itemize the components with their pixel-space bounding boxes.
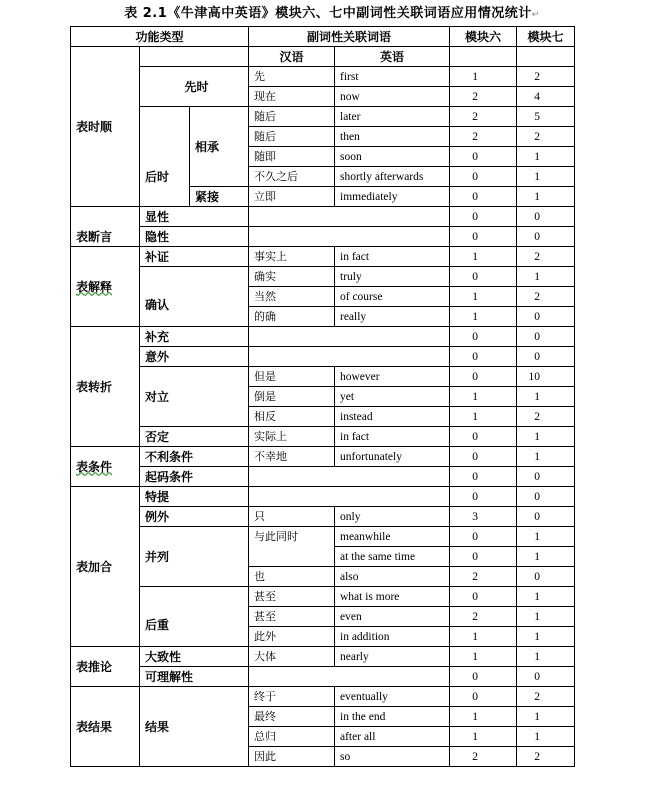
chinese-cell: 现在 bbox=[249, 87, 335, 107]
module7-cell: 1 bbox=[517, 147, 575, 167]
english-cell: in fact bbox=[335, 427, 450, 447]
category-cell: 表断言 bbox=[71, 207, 140, 247]
empty-cell bbox=[140, 47, 249, 67]
subcategory-cell: 并列 bbox=[140, 527, 249, 587]
connectives-statistics-table bbox=[70, 26, 575, 767]
table-row bbox=[71, 487, 575, 507]
category-label: 表条件 bbox=[76, 459, 113, 474]
empty-cell bbox=[517, 47, 575, 67]
chinese-cell: 实际上 bbox=[249, 427, 335, 447]
subcategory-cell: 紧接 bbox=[190, 187, 249, 207]
module7-cell: 1 bbox=[517, 647, 575, 667]
table-row bbox=[71, 667, 575, 687]
module6-cell: 0 bbox=[450, 467, 517, 487]
english-cell: at the same time bbox=[335, 547, 450, 567]
module7-cell: 1 bbox=[517, 547, 575, 567]
module6-cell: 2 bbox=[450, 87, 517, 107]
english-cell: in fact bbox=[335, 247, 450, 267]
english-cell: however bbox=[335, 367, 450, 387]
chinese-cell: 相反 bbox=[249, 407, 335, 427]
subcategory-cell: 隐性 bbox=[140, 227, 249, 247]
module6-cell: 0 bbox=[450, 207, 517, 227]
table-row bbox=[71, 267, 575, 287]
subcategory-cell: 意外 bbox=[140, 347, 249, 367]
module7-cell: 0 bbox=[517, 227, 575, 247]
module6-cell: 1 bbox=[450, 707, 517, 727]
subcategory-cell: 特提 bbox=[140, 487, 249, 507]
module7-cell: 1 bbox=[517, 707, 575, 727]
module6-cell: 1 bbox=[450, 287, 517, 307]
module6-cell: 0 bbox=[450, 427, 517, 447]
table-row bbox=[71, 527, 575, 547]
module7-cell: 1 bbox=[517, 587, 575, 607]
header-module7: 模块七 bbox=[517, 27, 575, 47]
module6-cell: 1 bbox=[450, 247, 517, 267]
table-row bbox=[71, 467, 575, 487]
table-row bbox=[71, 587, 575, 607]
module6-cell: 0 bbox=[450, 487, 517, 507]
table-row bbox=[71, 347, 575, 367]
category-cell bbox=[71, 247, 140, 327]
chinese-cell: 确实 bbox=[249, 267, 335, 287]
chinese-cell: 随后 bbox=[249, 107, 335, 127]
module7-cell: 0 bbox=[517, 347, 575, 367]
module7-cell: 0 bbox=[517, 487, 575, 507]
subcategory-cell: 补证 bbox=[140, 247, 249, 267]
category-cell: 表转折 bbox=[71, 327, 140, 447]
subcategory-cell: 补充 bbox=[140, 327, 249, 347]
empty-cell bbox=[249, 487, 450, 507]
subcategory-cell: 显性 bbox=[140, 207, 249, 227]
table-row bbox=[71, 327, 575, 347]
english-cell: only bbox=[335, 507, 450, 527]
subcategory-cell: 不利条件 bbox=[140, 447, 249, 467]
module6-cell: 0 bbox=[450, 587, 517, 607]
module6-cell: 0 bbox=[450, 367, 517, 387]
module7-cell: 0 bbox=[517, 467, 575, 487]
table-row bbox=[71, 427, 575, 447]
chinese-cell: 先 bbox=[249, 67, 335, 87]
module7-cell: 1 bbox=[517, 167, 575, 187]
english-cell: soon bbox=[335, 147, 450, 167]
empty-cell bbox=[249, 227, 450, 247]
english-cell: eventually bbox=[335, 687, 450, 707]
module6-cell: 3 bbox=[450, 507, 517, 527]
module6-cell: 0 bbox=[450, 187, 517, 207]
english-cell: first bbox=[335, 67, 450, 87]
subcategory-cell: 先时 bbox=[140, 67, 249, 107]
chinese-cell: 倒是 bbox=[249, 387, 335, 407]
english-cell: later bbox=[335, 107, 450, 127]
module6-cell: 1 bbox=[450, 647, 517, 667]
subcategory-cell: 后重 bbox=[140, 587, 249, 647]
header-function-type: 功能类型 bbox=[71, 27, 249, 47]
module7-cell: 1 bbox=[517, 727, 575, 747]
category-cell: 表加合 bbox=[71, 487, 140, 647]
module7-cell: 0 bbox=[517, 307, 575, 327]
subcategory-cell: 例外 bbox=[140, 507, 249, 527]
module7-cell: 0 bbox=[517, 507, 575, 527]
module7-cell: 1 bbox=[517, 527, 575, 547]
empty-cell bbox=[450, 47, 517, 67]
english-cell: nearly bbox=[335, 647, 450, 667]
module7-cell: 1 bbox=[517, 187, 575, 207]
empty-cell bbox=[249, 667, 450, 687]
subcategory-cell: 起码条件 bbox=[140, 467, 249, 487]
chinese-cell: 但是 bbox=[249, 367, 335, 387]
module7-cell: 10 bbox=[517, 367, 575, 387]
english-cell: really bbox=[335, 307, 450, 327]
chinese-cell: 事实上 bbox=[249, 247, 335, 267]
table-row bbox=[71, 447, 575, 467]
table-row bbox=[71, 107, 575, 127]
subcategory-cell: 结果 bbox=[140, 687, 249, 767]
module7-cell: 2 bbox=[517, 407, 575, 427]
table-row bbox=[71, 207, 575, 227]
english-cell: of course bbox=[335, 287, 450, 307]
module7-cell: 2 bbox=[517, 287, 575, 307]
chinese-cell: 最终 bbox=[249, 707, 335, 727]
chinese-cell: 因此 bbox=[249, 747, 335, 767]
category-cell: 表推论 bbox=[71, 647, 140, 687]
table-row bbox=[71, 247, 575, 267]
empty-cell bbox=[249, 207, 450, 227]
category-cell: 表结果 bbox=[71, 687, 140, 767]
english-cell: meanwhile bbox=[335, 527, 450, 547]
module6-cell: 0 bbox=[450, 147, 517, 167]
english-cell: now bbox=[335, 87, 450, 107]
module6-cell: 0 bbox=[450, 227, 517, 247]
chinese-cell: 立即 bbox=[249, 187, 335, 207]
table-row bbox=[71, 47, 575, 67]
subcategory-cell: 后时 bbox=[140, 107, 190, 207]
module7-cell: 1 bbox=[517, 607, 575, 627]
table-row bbox=[71, 67, 575, 87]
chinese-cell: 的确 bbox=[249, 307, 335, 327]
chinese-cell: 不久之后 bbox=[249, 167, 335, 187]
module6-cell: 0 bbox=[450, 667, 517, 687]
english-cell: yet bbox=[335, 387, 450, 407]
chinese-cell: 随即 bbox=[249, 147, 335, 167]
chinese-cell: 大体 bbox=[249, 647, 335, 667]
chinese-cell: 随后 bbox=[249, 127, 335, 147]
subcategory-cell: 否定 bbox=[140, 427, 249, 447]
module6-cell: 1 bbox=[450, 67, 517, 87]
module7-cell: 1 bbox=[517, 267, 575, 287]
english-cell: unfortunately bbox=[335, 447, 450, 467]
table-row bbox=[71, 507, 575, 527]
subcategory-cell: 可理解性 bbox=[140, 667, 249, 687]
category-cell bbox=[71, 447, 140, 487]
module6-cell: 1 bbox=[450, 387, 517, 407]
subcategory-cell: 对立 bbox=[140, 367, 249, 427]
module7-cell: 1 bbox=[517, 387, 575, 407]
module6-cell: 2 bbox=[450, 567, 517, 587]
empty-cell bbox=[249, 467, 450, 487]
empty-cell bbox=[249, 327, 450, 347]
english-cell: what is more bbox=[335, 587, 450, 607]
chinese-cell: 不幸地 bbox=[249, 447, 335, 467]
english-cell: instead bbox=[335, 407, 450, 427]
module6-cell: 0 bbox=[450, 167, 517, 187]
module7-cell: 0 bbox=[517, 667, 575, 687]
module6-cell: 1 bbox=[450, 727, 517, 747]
module7-cell: 4 bbox=[517, 87, 575, 107]
english-cell: after all bbox=[335, 727, 450, 747]
module7-cell: 2 bbox=[517, 127, 575, 147]
header-row bbox=[71, 27, 575, 47]
english-cell: then bbox=[335, 127, 450, 147]
module6-cell: 2 bbox=[450, 747, 517, 767]
module7-cell: 0 bbox=[517, 327, 575, 347]
module7-cell: 5 bbox=[517, 107, 575, 127]
module7-cell: 2 bbox=[517, 247, 575, 267]
module6-cell: 0 bbox=[450, 547, 517, 567]
table-row bbox=[71, 227, 575, 247]
module6-cell: 2 bbox=[450, 107, 517, 127]
english-cell: also bbox=[335, 567, 450, 587]
chinese-cell: 当然 bbox=[249, 287, 335, 307]
table-row bbox=[71, 687, 575, 707]
chinese-cell: 甚至 bbox=[249, 587, 335, 607]
module6-cell: 2 bbox=[450, 607, 517, 627]
chinese-cell: 与此同时 bbox=[249, 527, 335, 567]
module6-cell: 1 bbox=[450, 407, 517, 427]
subcategory-cell: 大致性 bbox=[140, 647, 249, 667]
subcategory-cell: 相承 bbox=[190, 107, 249, 187]
module6-cell: 0 bbox=[450, 327, 517, 347]
chinese-cell: 只 bbox=[249, 507, 335, 527]
module6-cell: 1 bbox=[450, 627, 517, 647]
table-row bbox=[71, 367, 575, 387]
module6-cell: 2 bbox=[450, 127, 517, 147]
english-cell: so bbox=[335, 747, 450, 767]
header-chinese: 汉语 bbox=[249, 47, 335, 67]
module7-cell: 2 bbox=[517, 747, 575, 767]
table-title: 表 2.1《牛津高中英语》模块六、七中副词性关联词语应用情况统计↵ bbox=[124, 6, 540, 21]
header-module6: 模块六 bbox=[450, 27, 517, 47]
chinese-cell: 也 bbox=[249, 567, 335, 587]
chinese-cell: 甚至 bbox=[249, 607, 335, 627]
english-cell: even bbox=[335, 607, 450, 627]
module6-cell: 0 bbox=[450, 347, 517, 367]
module7-cell: 0 bbox=[517, 207, 575, 227]
chinese-cell: 终于 bbox=[249, 687, 335, 707]
module7-cell: 1 bbox=[517, 627, 575, 647]
module6-cell: 0 bbox=[450, 527, 517, 547]
english-cell: truly bbox=[335, 267, 450, 287]
empty-cell bbox=[249, 347, 450, 367]
module7-cell: 1 bbox=[517, 427, 575, 447]
header-adverbial-connectives: 副词性关联词语 bbox=[249, 27, 450, 47]
module7-cell: 0 bbox=[517, 567, 575, 587]
table-row bbox=[71, 647, 575, 667]
chinese-cell: 此外 bbox=[249, 627, 335, 647]
category-cell: 表时顺 bbox=[71, 47, 140, 207]
module7-cell: 2 bbox=[517, 687, 575, 707]
english-cell: in the end bbox=[335, 707, 450, 727]
subcategory-cell: 确认 bbox=[140, 267, 249, 327]
module6-cell: 0 bbox=[450, 447, 517, 467]
module6-cell: 0 bbox=[450, 267, 517, 287]
english-cell: shortly afterwards bbox=[335, 167, 450, 187]
category-label: 表解释 bbox=[76, 279, 113, 294]
module7-cell: 2 bbox=[517, 67, 575, 87]
module7-cell: 1 bbox=[517, 447, 575, 467]
chinese-cell: 总归 bbox=[249, 727, 335, 747]
english-cell: immediately bbox=[335, 187, 450, 207]
module6-cell: 1 bbox=[450, 307, 517, 327]
module6-cell: 0 bbox=[450, 687, 517, 707]
header-english: 英语 bbox=[335, 47, 450, 67]
english-cell: in addition bbox=[335, 627, 450, 647]
